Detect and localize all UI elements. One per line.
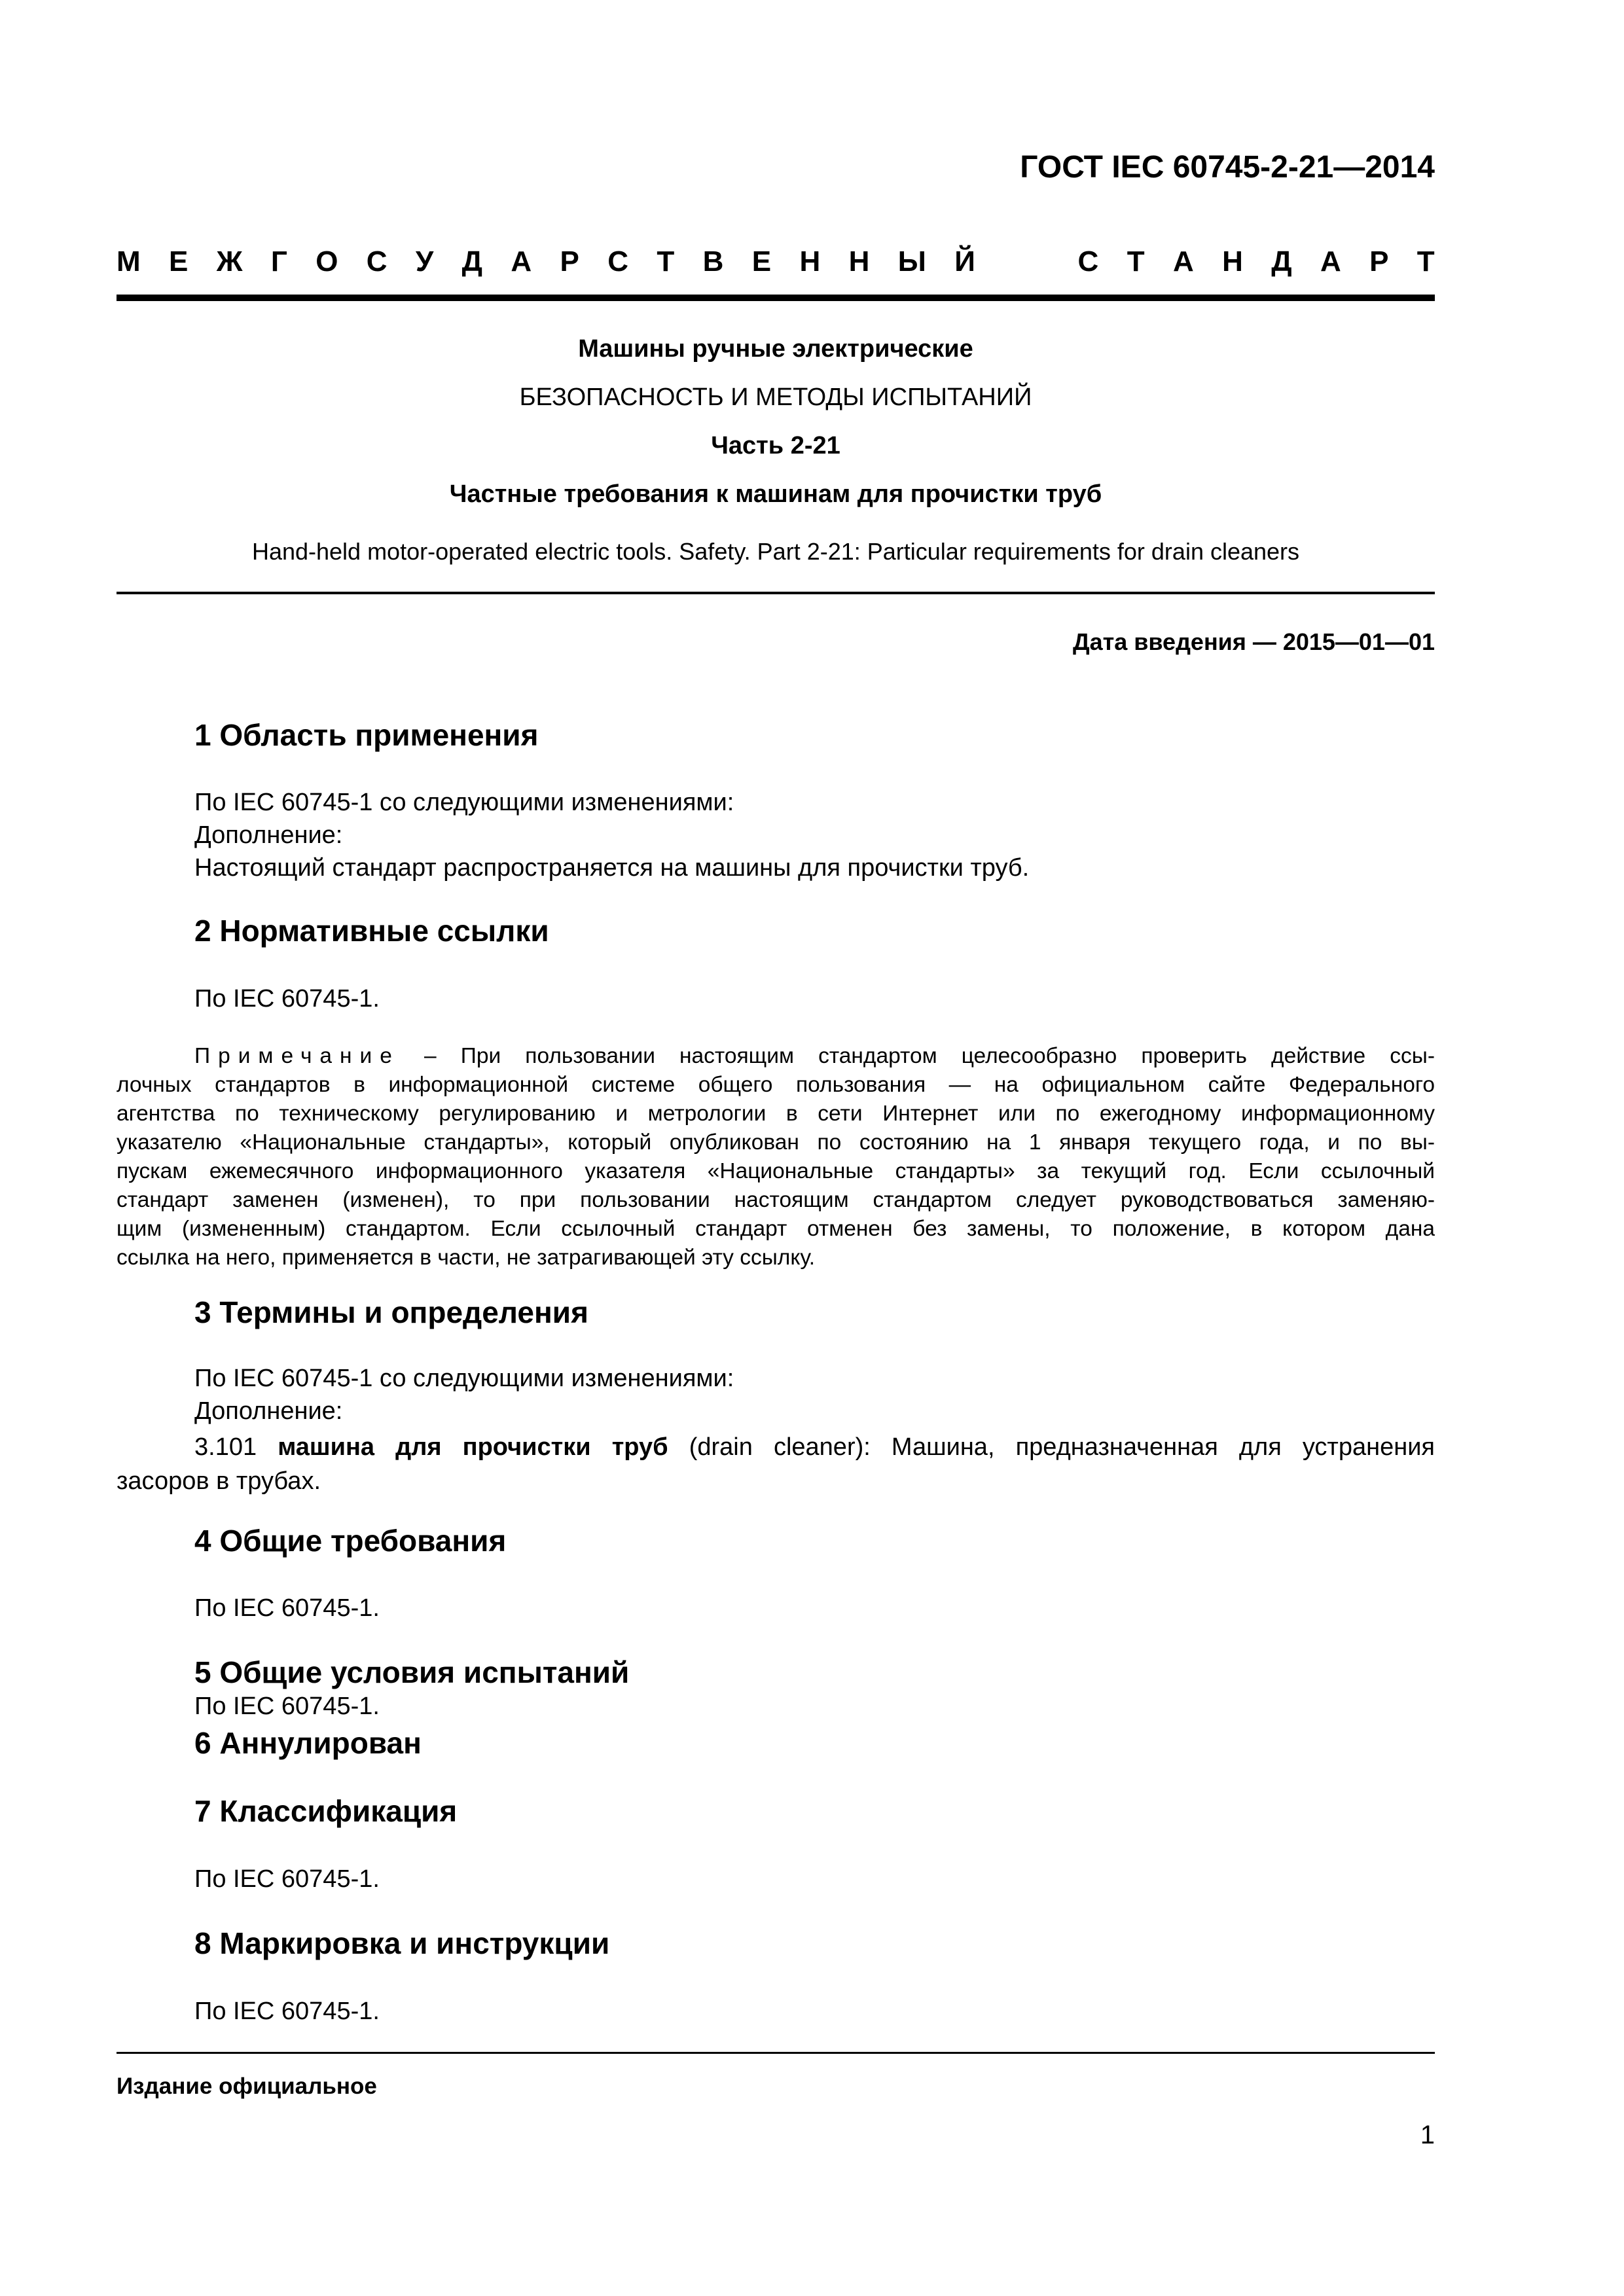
banner-letter: Р	[560, 245, 579, 278]
banner-letter: Д	[461, 245, 483, 278]
page-number: 1	[1420, 2121, 1435, 2149]
title-part: Часть 2-21	[711, 432, 840, 459]
introduction-date: Дата введения — 2015—01—01	[1072, 628, 1435, 655]
section-1-line-3: Настоящий стандарт распространяется на машины для прочистки труб.	[194, 854, 1030, 882]
section-8-heading: 8 Маркировка и инструкции	[194, 1926, 610, 1960]
section-4-line-1: По IEC 60745-1.	[194, 1594, 380, 1622]
section-4-heading: 4 Общие требования	[194, 1524, 507, 1558]
banner-letter: Д	[1271, 245, 1292, 278]
banner-letter: Н	[848, 245, 870, 278]
banner-letter: Г	[270, 245, 287, 278]
definition-3-101	[117, 1430, 1435, 1498]
section-3-heading: 3 Термины и определения	[194, 1295, 588, 1329]
section-3-line-1: По IEC 60745-1 со следующими изменениями:	[194, 1365, 734, 1392]
banner-letter: С	[1077, 245, 1099, 278]
footer-rule	[117, 2052, 1435, 2054]
note-line-4: указателю «Национальные стандарты», который опубликован по состоянию на 1 января текущего года, и по вы-	[117, 1130, 1435, 1155]
banner-letter: С	[366, 245, 388, 278]
section-7-heading: 7 Классификация	[194, 1794, 458, 1828]
banner-letter: Т	[1416, 245, 1435, 278]
note-line-6: стандарт заменен (изменен), то при пользовании настоящим стандартом следует руководствоваться заменяю-	[117, 1188, 1435, 1212]
note-line-5: пускам ежемесячного информационного указателя «Национальные стандарты» за текущий год. Если ссылочный	[117, 1159, 1435, 1183]
english-title: Hand-held motor-operated electric tools. Safety. Part 2-21: Particular requirements for drain cleaners	[251, 538, 1300, 565]
section-2-heading: 2 Нормативные ссылки	[194, 914, 549, 948]
note-line-1	[117, 1042, 1435, 1071]
banner-letter: С	[607, 245, 629, 278]
banner-letter: Й	[954, 245, 975, 278]
banner-letter: У	[415, 245, 434, 278]
definition-line-2: засоров в трубах.	[117, 1467, 321, 1495]
section-1-line-1: По IEC 60745-1 со следующими изменениями:	[194, 789, 734, 816]
section-5-heading: 5 Общие условия испытаний	[194, 1655, 630, 1689]
official-edition-label: Издание официальное	[117, 2073, 377, 2099]
section-1-heading: 1 Область применения	[194, 718, 539, 752]
banner-letter: Н	[1222, 245, 1243, 278]
section-8-line-1: По IEC 60745-1.	[194, 1998, 380, 2025]
banner-letter: Ы	[897, 245, 926, 278]
definition-number: 3.101	[194, 1433, 257, 1461]
definition-text: (drain cleaner): Машина, предназначенная для устранения	[689, 1433, 1435, 1461]
banner-letter: А	[1320, 245, 1341, 278]
note-line-8: ссылка на него, применяется в части, не затрагивающей эту ссылку.	[117, 1246, 816, 1270]
banner-letter: Е	[751, 245, 772, 278]
banner-letter: Н	[799, 245, 821, 278]
banner-letter: Е	[169, 245, 189, 278]
title-line-2: БЕЗОПАСНОСТЬ И МЕТОДЫ ИСПЫТАНИЙ	[519, 384, 1032, 411]
banner-letter: Т	[1127, 245, 1145, 278]
section-3-line-2: Дополнение:	[194, 1397, 343, 1425]
definition-line-1	[117, 1430, 1435, 1464]
document-number: ГОСТ IEC 60745-2-21—2014	[1020, 150, 1435, 185]
title-rule	[117, 592, 1435, 594]
title-line-1: Машины ручные электрические	[578, 335, 973, 363]
header-rule	[117, 295, 1435, 301]
note-text-1: – При пользовании настоящим стандартом целесообразно проверить действие ссы-	[424, 1044, 1435, 1068]
banner-letter: Т	[657, 245, 675, 278]
note-label: Примечание	[194, 1044, 400, 1068]
banner-letter: О	[316, 245, 338, 278]
interstate-standard-banner	[117, 245, 1435, 278]
section-6-heading: 6 Аннулирован	[194, 1726, 422, 1760]
note-line-7: щим (измененным) стандартом. Если ссылочный стандарт отменен без замены, то положение, в котором дана	[117, 1217, 1435, 1241]
banner-letter: А	[511, 245, 532, 278]
banner-letter: М	[117, 245, 141, 278]
banner-letter: Ж	[216, 245, 243, 278]
note-line-3: агентства по техническому регулированию и метрологии в сети Интернет или по ежегодному информационному	[117, 1102, 1435, 1126]
banner-letter: В	[702, 245, 724, 278]
section-2-line-1: По IEC 60745-1.	[194, 985, 380, 1013]
definition-term: машина для прочистки труб	[278, 1433, 668, 1461]
reference-note	[117, 1042, 1435, 1272]
banner-word-gap	[1003, 245, 1049, 278]
title-line-4: Частные требования к машинам для прочистки труб	[449, 480, 1102, 508]
banner-letter: Р	[1369, 245, 1389, 278]
note-line-2: лочных стандартов в информационной системе общего пользования — на официальном сайте Федерального	[117, 1073, 1435, 1097]
banner-letter: А	[1172, 245, 1194, 278]
section-1-line-2: Дополнение:	[194, 821, 343, 849]
section-7-line-1: По IEC 60745-1.	[194, 1865, 380, 1893]
section-5-line-1: По IEC 60745-1.	[194, 1693, 380, 1720]
